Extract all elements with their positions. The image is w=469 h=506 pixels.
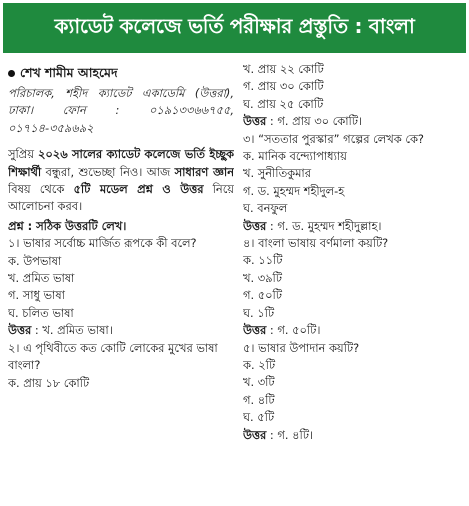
intro-text-4: নিয়ে আলোচনা করব। bbox=[8, 182, 234, 214]
answer-5-text: : গ. ৪টি। bbox=[266, 427, 314, 442]
author-description: পরিচালক, শহীদ ক্যাডেট একাডেমি (উত্তরা), ঢাকা। ফোন : ০১৯১৩৩৬৬৭৫৫, ০১৭১৪-৩৫৯৬৯২ bbox=[8, 86, 234, 135]
option-3-d: ঘ. বনফুল bbox=[243, 201, 288, 216]
option-1-d: ঘ. চলিত ভাষা bbox=[8, 305, 74, 320]
answer-1-text: : খ. প্রমিত ভাষা। bbox=[31, 323, 113, 338]
question-2: ২। এ পৃথিবীতে কত কোটি লোকের মুখের ভাষা বাংলা? bbox=[8, 340, 218, 373]
option-2-d: ঘ. প্রায় ২৫ কোটি bbox=[243, 96, 324, 111]
option-3-b: খ. সুনীতিকুমার bbox=[243, 166, 311, 181]
answer-2-text: : গ. প্রায় ৩০ কোটি। bbox=[266, 114, 363, 129]
left-column bbox=[8, 63, 234, 392]
headline: ক্যাডেট কলেজে ভর্তি পরীক্ষার প্রস্তুতি : বাংলা bbox=[54, 13, 415, 38]
option-1-a: ক. উপভাষা bbox=[8, 253, 62, 268]
intro-bold-1: ২০২৬ সালের ক্যাডেট কলেজে ভর্তি ইচ্ছুক শিক্ষার্থী bbox=[8, 147, 234, 179]
option-4-a: ক. ১১টি bbox=[243, 253, 283, 268]
author-line bbox=[8, 63, 234, 83]
answer-label: উত্তর bbox=[8, 323, 32, 338]
question-1: ১। ভাষার সর্বোচ্চ মার্জিত রূপকে কী বলে? bbox=[8, 236, 197, 251]
answer-4 bbox=[243, 322, 465, 339]
option-5-b: খ. ৩টি bbox=[243, 375, 275, 390]
option-3-a: ক. মানিক বন্দ্যোপাধ্যায় bbox=[243, 149, 347, 164]
intro-text-1: সুপ্রিয় bbox=[8, 147, 38, 162]
intro-bold-3: ৫টি মডেল প্রশ্ন ও উত্তর bbox=[73, 182, 204, 197]
right-column bbox=[243, 61, 465, 444]
answer-3 bbox=[243, 218, 465, 235]
answer-3-text: : গ. ড. মুহম্মদ শহীদুল্লাহ। bbox=[266, 218, 382, 233]
intro-paragraph bbox=[8, 146, 234, 216]
option-4-b: খ. ৩৯টি bbox=[243, 270, 282, 285]
answer-1 bbox=[8, 322, 234, 339]
bullet-icon bbox=[8, 70, 15, 77]
instruction: প্রশ্ন : সঠিক উত্তরটি লেখ। bbox=[8, 218, 127, 233]
option-1-c: গ. সাধু ভাষা bbox=[8, 288, 65, 303]
intro-text-2: বন্ধুরা, শুভেচ্ছা নিও। আজ bbox=[41, 164, 175, 179]
intro-text-3: বিষয় থেকে bbox=[8, 182, 74, 197]
answer-label: উত্তর bbox=[243, 323, 267, 338]
question-3: ৩। “সততার পুরস্কার” গল্পের লেখক কে? bbox=[243, 131, 424, 146]
question-5: ৫। ভাষার উপাদান কয়টি? bbox=[243, 340, 360, 355]
answer-label: উত্তর bbox=[243, 427, 267, 442]
option-2-c: গ. প্রায় ৩০ কোটি bbox=[243, 79, 324, 94]
answer-2 bbox=[243, 113, 465, 130]
answer-label: উত্তর bbox=[243, 114, 267, 129]
question-4: ৪। বাংলা ভাষায় বর্ণমালা কয়টি? bbox=[243, 236, 389, 251]
option-5-c: গ. ৪টি bbox=[243, 392, 275, 407]
answer-5 bbox=[243, 427, 465, 444]
intro-bold-2: সাধারণ জ্ঞান bbox=[174, 164, 234, 179]
option-3-c: গ. ড. মুহম্মদ শহীদুল-হ bbox=[243, 183, 345, 198]
answer-4-text: : গ. ৫০টি। bbox=[266, 323, 321, 338]
option-4-d: ঘ. ১টি bbox=[243, 305, 275, 320]
answer-label: উত্তর bbox=[243, 218, 267, 233]
option-2-a: ক. প্রায় ১৮ কোটি bbox=[8, 375, 90, 390]
option-4-c: গ. ৫০টি bbox=[243, 288, 282, 303]
option-5-d: ঘ. ৫টি bbox=[243, 410, 275, 425]
option-1-b: খ. প্রমিত ভাষা bbox=[8, 271, 75, 286]
author-name: শেখ শামীম আহমেদ bbox=[20, 65, 118, 80]
option-2-b: খ. প্রায় ২২ কোটি bbox=[243, 62, 324, 76]
option-5-a: ক. ২টি bbox=[243, 357, 276, 372]
headline-banner bbox=[3, 3, 466, 53]
